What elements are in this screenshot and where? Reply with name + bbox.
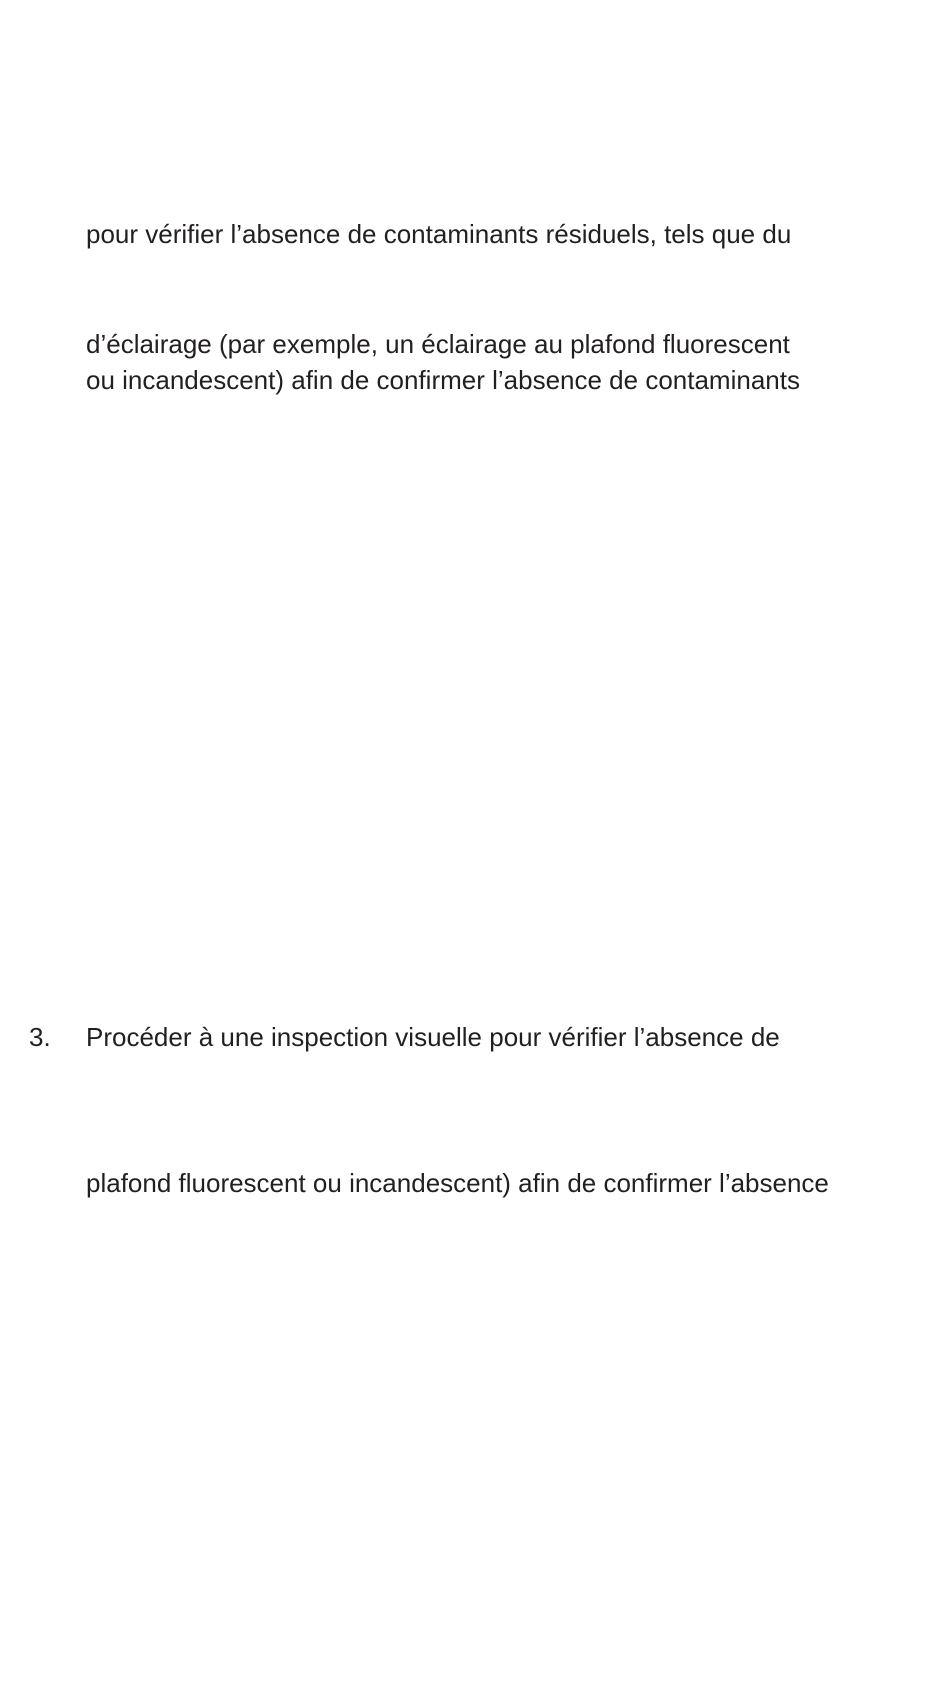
- list-item-number: 3.: [29, 1022, 51, 1052]
- text-line: plafond fluorescent ou incandescent) afin de confirmer l’absence: [86, 1168, 829, 1198]
- text-line: d’éclairage (par exemple, un éclairage au plafond fluorescent: [86, 329, 790, 359]
- text-line: Procéder à une inspection visuelle pour vérifier l’absence de: [86, 1022, 780, 1052]
- text-line: pour vérifier l’absence de contaminants résiduels, tels que du: [86, 219, 792, 249]
- text-line: ou incandescent) afin de confirmer l’absence de contaminants: [86, 365, 800, 395]
